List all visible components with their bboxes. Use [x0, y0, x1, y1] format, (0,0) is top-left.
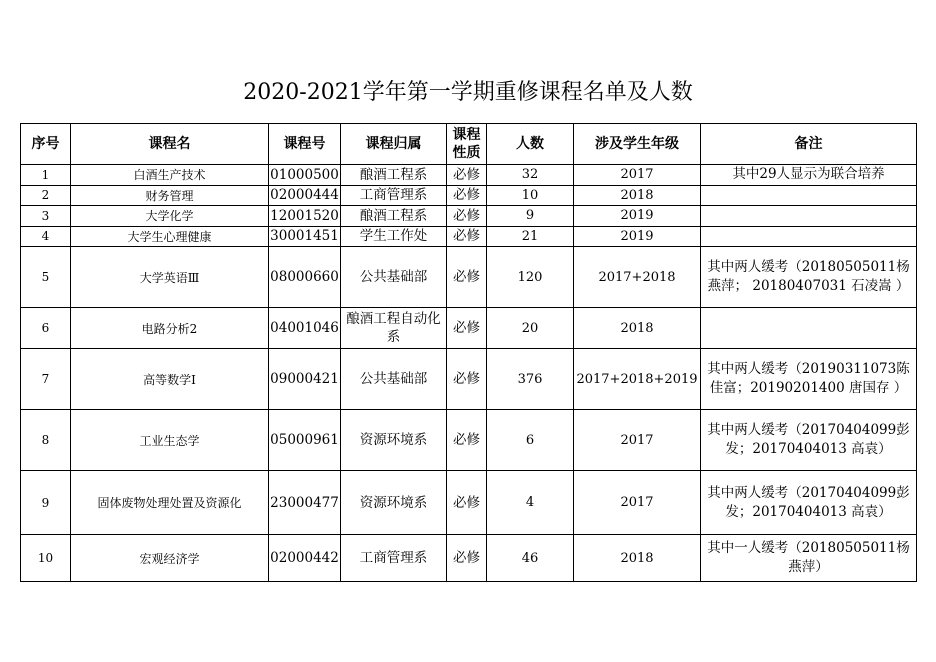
cell-student-count: 120 — [487, 247, 574, 308]
table-row — [21, 247, 917, 308]
cell-course-type: 必修 — [447, 410, 487, 471]
cell-course-type: 必修 — [447, 535, 487, 582]
cell-course-type: 必修 — [447, 247, 487, 308]
cell-note: 其中两人缓考（20190311073陈佳富；20190201400 唐国存 ） — [701, 349, 917, 410]
cell-note: 其中一人缓考（20180505011杨燕萍） — [701, 535, 917, 582]
cell-course-type: 必修 — [447, 471, 487, 535]
table-row — [21, 165, 917, 186]
cell-course-type: 必修 — [447, 165, 487, 186]
cell-department: 公共基础部 — [341, 247, 447, 308]
cell-no: 9 — [21, 471, 71, 535]
cell-grade: 2017 — [574, 410, 701, 471]
cell-course-id: 30001451 — [269, 226, 341, 247]
header-row — [21, 124, 917, 165]
cell-note: 其中两人缓考（20170404099彭发；20170404013 高袁） — [701, 410, 917, 471]
cell-note — [701, 185, 917, 206]
cell-grade: 2018 — [574, 185, 701, 206]
cell-course-id: 08000660 — [269, 247, 341, 308]
header-grade: 涉及学生年级 — [574, 124, 701, 165]
cell-student-count: 376 — [487, 349, 574, 410]
cell-department: 资源环境系 — [341, 410, 447, 471]
cell-course-id: 05000961 — [269, 410, 341, 471]
cell-department: 酿酒工程系 — [341, 206, 447, 227]
cell-course-name: 高等数学Ⅰ — [71, 349, 269, 410]
cell-grade: 2017+2018 — [574, 247, 701, 308]
cell-no: 1 — [21, 165, 71, 186]
cell-no: 8 — [21, 410, 71, 471]
cell-no: 10 — [21, 535, 71, 582]
cell-student-count: 9 — [487, 206, 574, 227]
retake-course-table — [20, 123, 917, 582]
cell-course-name: 白酒生产技术 — [71, 165, 269, 186]
cell-student-count: 4 — [487, 471, 574, 535]
cell-no: 2 — [21, 185, 71, 206]
cell-student-count: 21 — [487, 226, 574, 247]
cell-course-name: 大学化学 — [71, 206, 269, 227]
cell-course-type: 必修 — [447, 206, 487, 227]
cell-no: 6 — [21, 308, 71, 349]
cell-department: 工商管理系 — [341, 535, 447, 582]
page-title: 2020-2021学年第一学期重修课程名单及人数 — [243, 80, 693, 105]
cell-course-name: 大学生心理健康 — [71, 226, 269, 247]
table-row — [21, 206, 917, 227]
cell-note: 其中29人显示为联合培养 — [701, 165, 917, 186]
header-course-id: 课程号 — [269, 124, 341, 165]
table-row — [21, 535, 917, 582]
cell-department: 资源环境系 — [341, 471, 447, 535]
cell-course-name: 电路分析2 — [71, 308, 269, 349]
cell-grade: 2018 — [574, 535, 701, 582]
cell-note — [701, 226, 917, 247]
cell-student-count: 46 — [487, 535, 574, 582]
cell-course-name: 财务管理 — [71, 185, 269, 206]
header-no: 序号 — [21, 124, 71, 165]
cell-course-type: 必修 — [447, 226, 487, 247]
cell-student-count: 10 — [487, 185, 574, 206]
table-row — [21, 410, 917, 471]
cell-no: 7 — [21, 349, 71, 410]
cell-no: 4 — [21, 226, 71, 247]
cell-course-name: 宏观经济学 — [71, 535, 269, 582]
cell-grade: 2017 — [574, 471, 701, 535]
cell-course-id: 01000500 — [269, 165, 341, 186]
cell-department: 酿酒工程自动化系 — [341, 308, 447, 349]
table-row — [21, 471, 917, 535]
cell-course-name: 工业生态学 — [71, 410, 269, 471]
cell-department: 工商管理系 — [341, 185, 447, 206]
cell-note: 其中两人缓考（20180505011杨燕萍； 20180407031 石凌嵩 ） — [701, 247, 917, 308]
cell-department: 公共基础部 — [341, 349, 447, 410]
cell-grade: 2019 — [574, 226, 701, 247]
cell-no: 5 — [21, 247, 71, 308]
cell-department: 酿酒工程系 — [341, 165, 447, 186]
cell-grade: 2019 — [574, 206, 701, 227]
cell-course-type: 必修 — [447, 308, 487, 349]
header-note: 备注 — [701, 124, 917, 165]
cell-course-id: 09000421 — [269, 349, 341, 410]
cell-note — [701, 206, 917, 227]
cell-note — [701, 308, 917, 349]
header-course-type: 课程性质 — [447, 124, 487, 165]
cell-course-name: 固体废物处理处置及资源化 — [71, 471, 269, 535]
cell-course-id: 12001520 — [269, 206, 341, 227]
cell-student-count: 32 — [487, 165, 574, 186]
cell-grade: 2018 — [574, 308, 701, 349]
table-row — [21, 349, 917, 410]
cell-student-count: 20 — [487, 308, 574, 349]
table-row — [21, 226, 917, 247]
header-course-name: 课程名 — [71, 124, 269, 165]
cell-note: 其中两人缓考（20170404099彭发；20170404013 高袁） — [701, 471, 917, 535]
cell-department: 学生工作处 — [341, 226, 447, 247]
cell-course-type: 必修 — [447, 185, 487, 206]
table-row — [21, 308, 917, 349]
cell-course-id: 23000477 — [269, 471, 341, 535]
table-row — [21, 185, 917, 206]
cell-course-name: 大学英语Ⅲ — [71, 247, 269, 308]
cell-no: 3 — [21, 206, 71, 227]
cell-grade: 2017 — [574, 165, 701, 186]
cell-student-count: 6 — [487, 410, 574, 471]
cell-course-type: 必修 — [447, 349, 487, 410]
cell-course-id: 02000442 — [269, 535, 341, 582]
cell-grade: 2017+2018+2019 — [574, 349, 701, 410]
cell-course-id: 02000444 — [269, 185, 341, 206]
header-student-count: 人数 — [487, 124, 574, 165]
header-department: 课程归属 — [341, 124, 447, 165]
cell-course-id: 04001046 — [269, 308, 341, 349]
